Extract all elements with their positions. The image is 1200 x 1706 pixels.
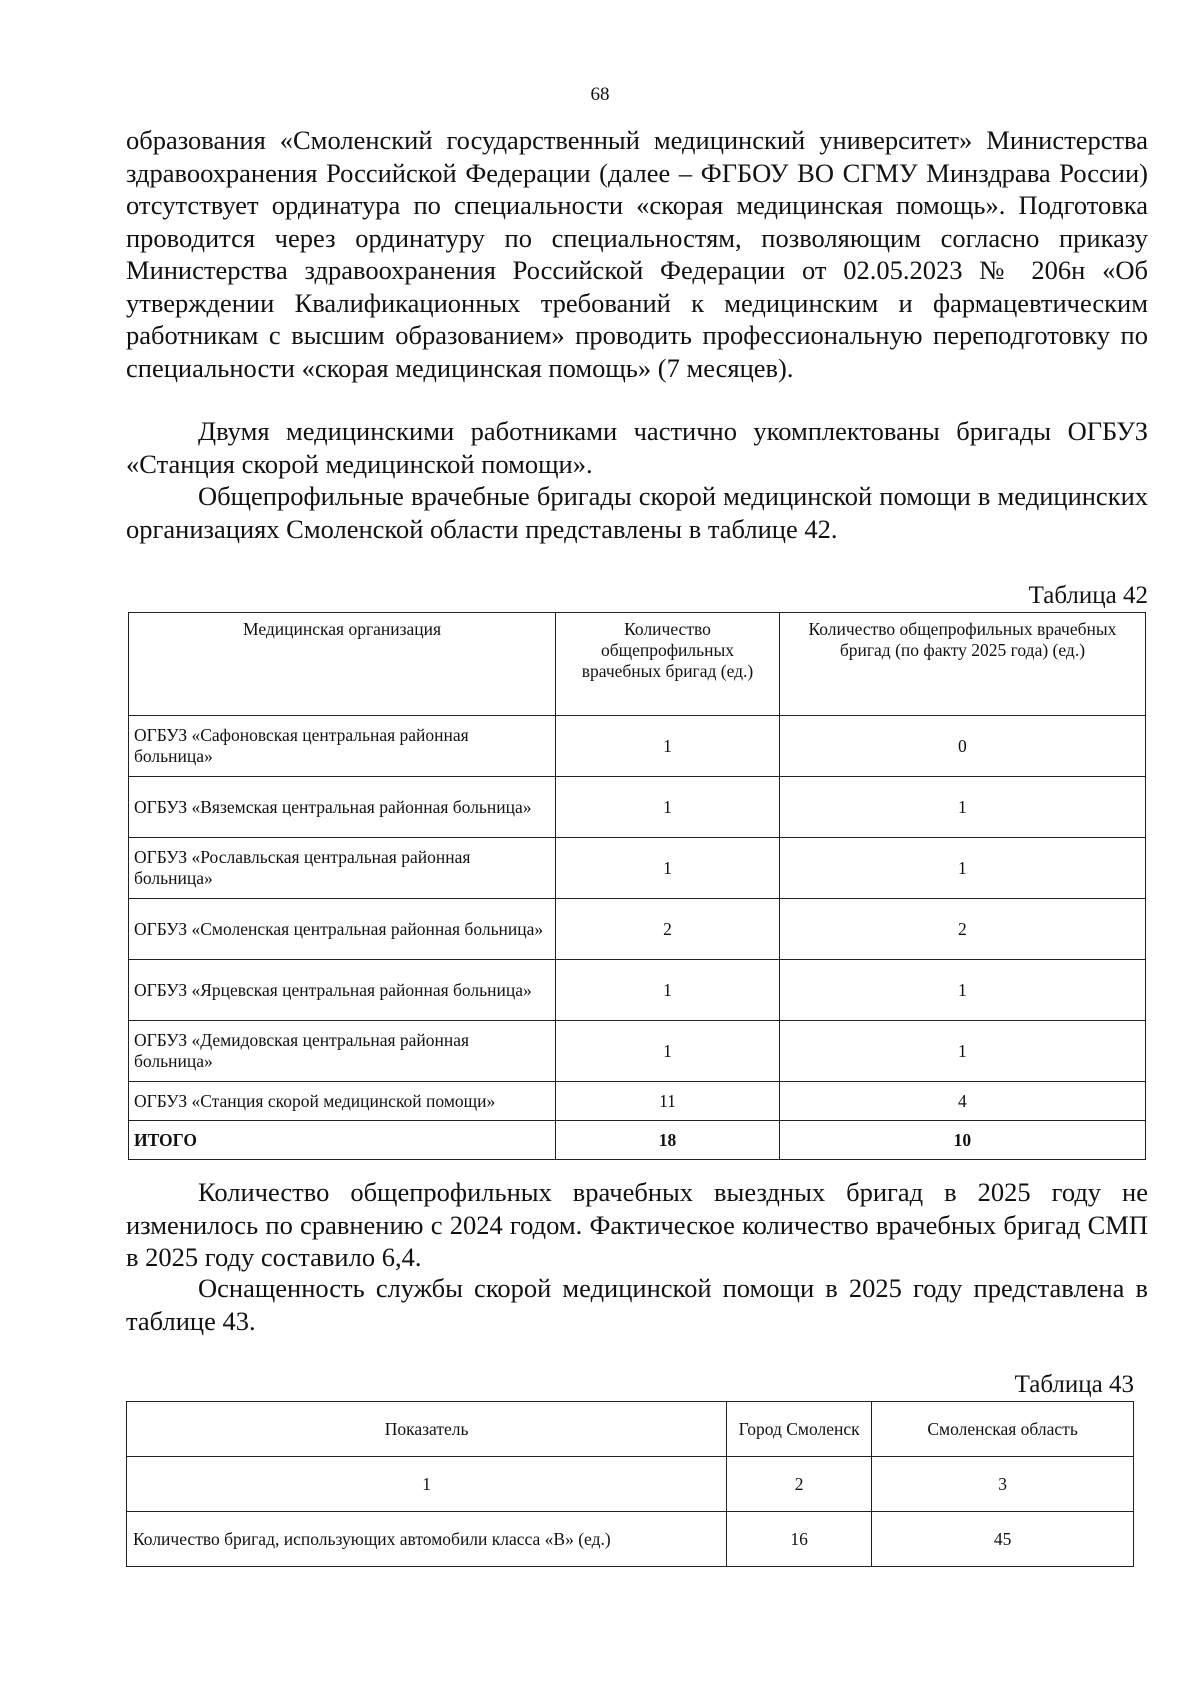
brigades-actual-cell: 4 — [779, 1082, 1145, 1121]
page-number: 68 — [590, 84, 610, 105]
table-43-caption: Таблица 43 — [1014, 1371, 1134, 1398]
organization-cell: ОГБУЗ «Смоленская центральная районная больница» — [129, 899, 556, 960]
table-header-row — [127, 1402, 1134, 1457]
organization-cell: ОГБУЗ «Рославльская центральная районная больница» — [129, 838, 556, 899]
column-header: Медицинская организация — [129, 613, 556, 716]
paragraph-brigades-summary: Количество общепрофильных врачебных выездных бригад в 2025 году не изменилось по сравнению с 2024 годом. Фактическое количество врачебных бригад СМП в 2025 году составило 6,4. — [126, 1177, 1148, 1272]
brigades-actual-cell: 0 — [779, 716, 1145, 777]
brigades-actual-cell: 2 — [779, 899, 1145, 960]
indicator-cell: Количество бригад, использующих автомобили класса «В» (ед.) — [127, 1512, 727, 1567]
table-42-caption: Таблица 42 — [1028, 582, 1148, 609]
organization-cell: ОГБУЗ «Демидовская центральная районная больница» — [129, 1021, 556, 1082]
paragraph-staffing: Двумя медицинскими работниками частично укомплектованы бригады ОГБУЗ «Станция скорой медицинской помощи». — [126, 416, 1148, 479]
smolensk-city-value-cell: 16 — [727, 1512, 872, 1567]
table-numbering-row — [127, 1457, 1134, 1512]
brigades-count-cell: 11 — [556, 1082, 780, 1121]
organization-cell: ОГБУЗ «Сафоновская центральная районная больница» — [129, 716, 556, 777]
table-row — [129, 838, 1146, 899]
brigades-count-cell: 1 — [556, 777, 780, 838]
column-header: Количество общепрофильных врачебных бригад (по факту 2025 года) (ед.) — [779, 613, 1145, 716]
table-row — [127, 1512, 1134, 1567]
column-number-cell: 3 — [872, 1457, 1134, 1512]
brigades-actual-cell: 1 — [779, 1021, 1145, 1082]
brigades-actual-cell: 1 — [779, 777, 1145, 838]
table-row — [129, 899, 1146, 960]
table-row — [129, 1021, 1146, 1082]
brigades-actual-cell: 1 — [779, 960, 1145, 1021]
table-row — [129, 960, 1146, 1021]
column-header: Смоленская область — [872, 1402, 1134, 1457]
brigades-count-cell: 2 — [556, 899, 780, 960]
table-row — [129, 716, 1146, 777]
paragraph-intro: образования «Смоленский государственный медицинский университет» Министерства здравоохранения Российской Федерации (далее – ФГБОУ ВО СГМУ Минздрава России) отсутствует ординатура по специальности «скорая медицинская помощь». Подготовка проводится через ординатуру по специальностям, позволяющим согласно приказу Министерства здравоохранения Российской Федерации от 02.05.2023 № 206н «Об утверждении Квалификационных требований к медицинским и фармацевтическим работникам с высшим образованием» проводить профессиональную переподготовку по специальности «скорая медицинская помощь» (7 месяцев). — [126, 125, 1148, 383]
smolensk-region-value-cell: 45 — [872, 1512, 1134, 1567]
brigades-count-cell: 1 — [556, 1021, 780, 1082]
column-header: Показатель — [127, 1402, 727, 1457]
organization-cell: ОГБУЗ «Станция скорой медицинской помощи» — [129, 1082, 556, 1121]
paragraph-table43-intro: Оснащенность службы скорой медицинской помощи в 2025 году представлена в таблице 43. — [126, 1273, 1148, 1336]
brigades-actual-cell: 1 — [779, 838, 1145, 899]
table-42 — [128, 612, 1146, 1160]
brigades-count-cell: 1 — [556, 960, 780, 1021]
total-count-cell: 18 — [556, 1121, 780, 1160]
brigades-count-cell: 1 — [556, 716, 780, 777]
table-total-row — [129, 1121, 1146, 1160]
paragraph-table42-intro: Общепрофильные врачебные бригады скорой медицинской помощи в медицинских организациях Смоленской области представлены в таблице 42. — [126, 481, 1148, 544]
organization-cell: ОГБУЗ «Вяземская центральная районная больница» — [129, 777, 556, 838]
organization-cell: ОГБУЗ «Ярцевская центральная районная больница» — [129, 960, 556, 1021]
column-header: Количество общепрофильных врачебных бригад (ед.) — [556, 613, 780, 716]
total-actual-cell: 10 — [779, 1121, 1145, 1160]
table-header-row — [129, 613, 1146, 716]
column-header: Город Смоленск — [727, 1402, 872, 1457]
table-row — [129, 777, 1146, 838]
column-number-cell: 1 — [127, 1457, 727, 1512]
column-number-cell: 2 — [727, 1457, 872, 1512]
table-row — [129, 1082, 1146, 1121]
table-43 — [126, 1401, 1134, 1567]
brigades-count-cell: 1 — [556, 838, 780, 899]
total-label-cell: ИТОГО — [129, 1121, 556, 1160]
